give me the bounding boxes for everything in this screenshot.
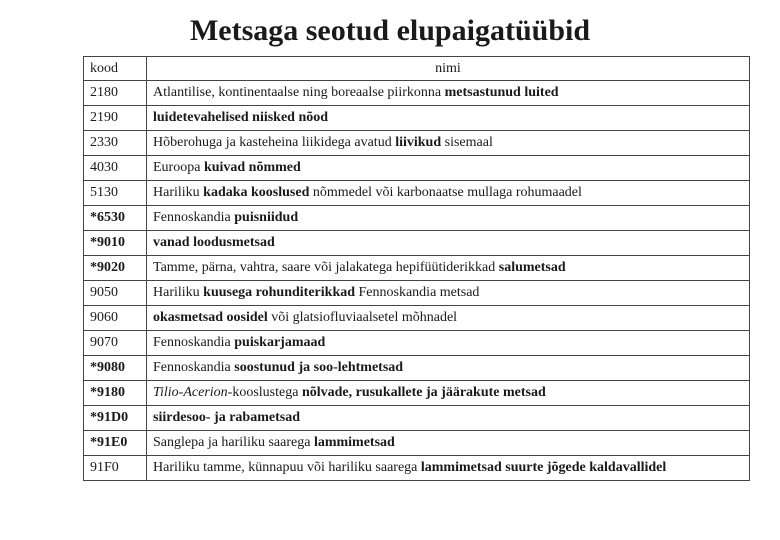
name-segment: kadaka kooslused <box>203 185 310 200</box>
name-segment: Sanglepa ja hariliku saarega <box>153 435 314 450</box>
table-row <box>84 181 750 206</box>
habitat-code: *9020 <box>84 256 147 281</box>
table-row <box>84 306 750 331</box>
table-row <box>84 331 750 356</box>
table-row <box>84 356 750 381</box>
habitat-name <box>147 331 750 356</box>
table-row <box>84 231 750 256</box>
name-segment: nõmmedel või karbonaatse mullaga rohumaadel <box>309 185 582 200</box>
name-segment: -kooslustega <box>227 385 302 400</box>
header-kood: kood <box>84 57 147 81</box>
name-segment: Atlantilise, kontinentaalse ning boreaalse piirkonna <box>153 85 445 100</box>
table-row <box>84 281 750 306</box>
name-segment: salumetsad <box>498 260 566 275</box>
habitat-name <box>147 406 750 431</box>
habitat-name <box>147 206 750 231</box>
habitat-name <box>147 431 750 456</box>
name-segment: Hariliku <box>153 185 204 200</box>
table-row <box>84 131 750 156</box>
habitat-code: *9080 <box>84 356 147 381</box>
name-segment: vanad loodusmetsad <box>153 235 275 250</box>
name-segment: Fennoskandia <box>153 360 235 375</box>
name-segment: siirdesoo- ja rabametsad <box>153 410 300 425</box>
habitat-table <box>83 56 750 481</box>
table-body <box>84 81 750 481</box>
habitat-code: 2190 <box>84 106 147 131</box>
table-row <box>84 156 750 181</box>
name-segment: kuivad nõmmed <box>203 160 301 175</box>
habitat-code: 4030 <box>84 156 147 181</box>
name-segment: Tilio-Acerion <box>153 385 228 400</box>
name-segment: kuusega rohunditerikkad <box>203 285 356 300</box>
habitat-code: 91F0 <box>84 456 147 481</box>
table-row <box>84 206 750 231</box>
habitat-name <box>147 231 750 256</box>
name-segment: puiskarjamaad <box>234 335 326 350</box>
habitat-code: 5130 <box>84 181 147 206</box>
habitat-name <box>147 356 750 381</box>
name-segment: metsastunud luited <box>444 85 559 100</box>
name-segment: luidetevahelised niisked nõod <box>153 110 329 125</box>
table-row <box>84 81 750 106</box>
name-segment: soostunud ja soo-lehtmetsad <box>234 360 404 375</box>
table-row <box>84 256 750 281</box>
table-row <box>84 106 750 131</box>
habitat-name <box>147 81 750 106</box>
habitat-code: *91E0 <box>84 431 147 456</box>
habitat-code: *91D0 <box>84 406 147 431</box>
name-segment: sisemaal <box>441 135 493 150</box>
name-segment: Hariliku <box>153 285 204 300</box>
habitat-name <box>147 131 750 156</box>
name-segment: Fennoskandia <box>153 335 235 350</box>
habitat-name <box>147 156 750 181</box>
name-segment: Fennoskandia metsad <box>355 285 480 300</box>
name-segment: Euroopa <box>153 160 204 175</box>
habitat-code: 9070 <box>84 331 147 356</box>
name-segment: liivikud <box>395 135 442 150</box>
name-segment: või glatsiofluviaalsetel mõhnadel <box>267 310 458 325</box>
header-nimi: nimi <box>147 57 750 81</box>
name-segment: Fennoskandia <box>153 210 235 225</box>
page-title: Metsaga seotud elupaigatüübid <box>189 14 591 47</box>
name-segment: Tamme, pärna, vahtra, saare või jalakatega hepifüütiderikkad <box>153 260 499 275</box>
name-segment: lammimetsad suurte jõgede kaldavallidel <box>420 460 667 475</box>
habitat-code: 9050 <box>84 281 147 306</box>
habitat-code: *9180 <box>84 381 147 406</box>
table-row <box>84 381 750 406</box>
name-segment: puisniidud <box>234 210 299 225</box>
habitat-name <box>147 106 750 131</box>
name-segment: lammimetsad <box>313 435 395 450</box>
table-header-row <box>84 57 750 81</box>
table-row <box>84 456 750 481</box>
table-row <box>84 406 750 431</box>
habitat-name <box>147 256 750 281</box>
habitat-name <box>147 381 750 406</box>
habitat-code: 2180 <box>84 81 147 106</box>
name-segment: okasmetsad oosidel <box>153 310 268 325</box>
habitat-code: *9010 <box>84 231 147 256</box>
habitat-code: 2330 <box>84 131 147 156</box>
habitat-code: 9060 <box>84 306 147 331</box>
table-row <box>84 431 750 456</box>
name-segment: Hariliku tamme, künnapuu või hariliku saarega <box>153 460 421 475</box>
habitat-name <box>147 281 750 306</box>
habitat-name <box>147 456 750 481</box>
habitat-code: *6530 <box>84 206 147 231</box>
name-segment: nõlvade, rusukallete ja jäärakute metsad <box>301 385 546 400</box>
habitat-name <box>147 181 750 206</box>
habitat-name <box>147 306 750 331</box>
name-segment: Hõberohuga ja kasteheina liikidega avatud <box>153 135 396 150</box>
